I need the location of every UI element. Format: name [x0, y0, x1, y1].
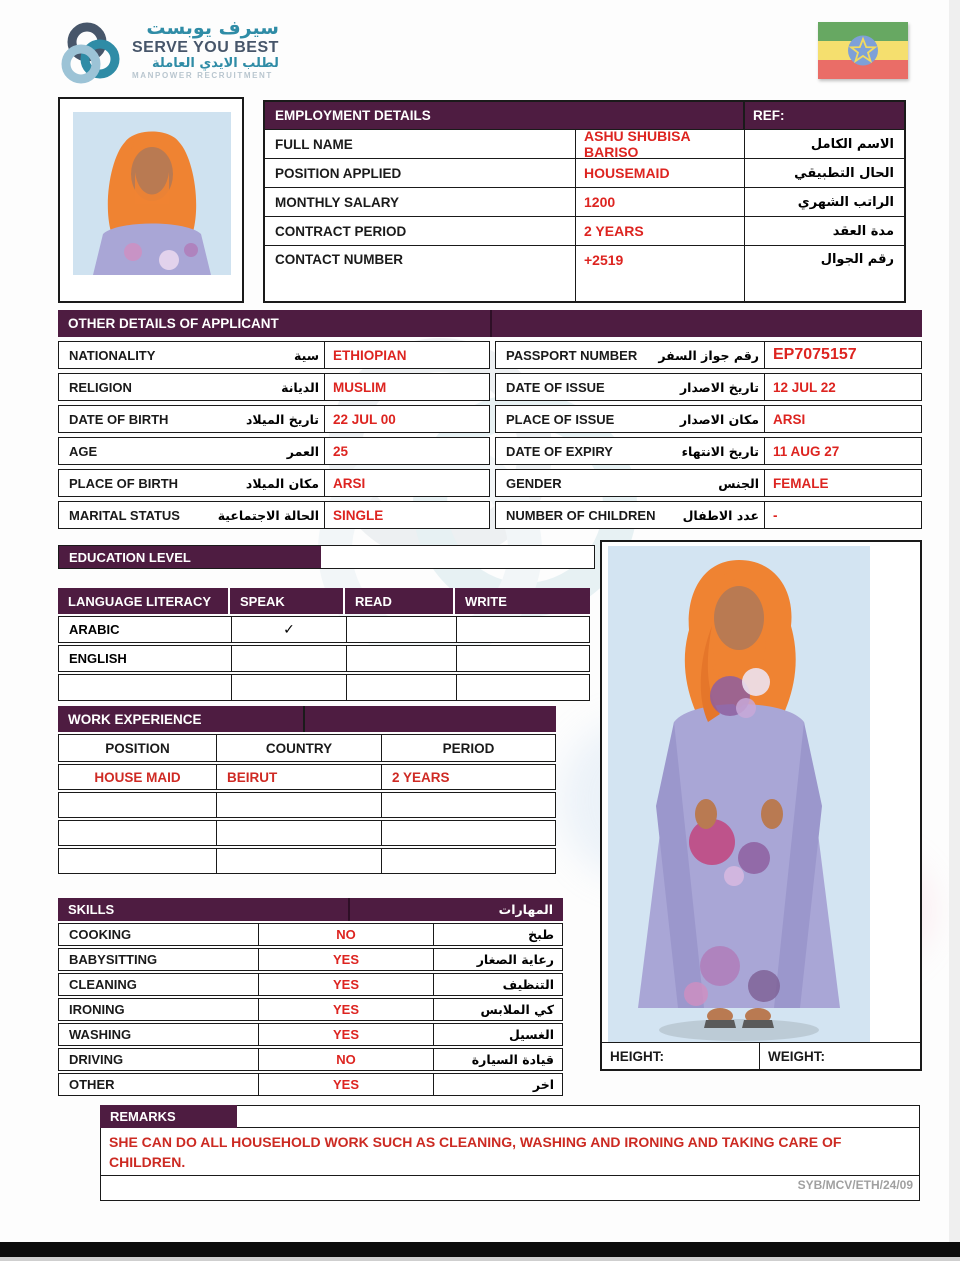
field-label-arabic: مكان الاصدار — [679, 411, 759, 427]
skill-label: COOKING — [69, 927, 132, 942]
field-label-arabic: الجنس — [718, 475, 759, 491]
full-body-photo-frame — [600, 540, 922, 1071]
position-cell: HOUSE MAID — [94, 769, 181, 785]
field-value: 22 JUL 00 — [324, 406, 489, 432]
table-row — [58, 405, 490, 433]
country-cell — [216, 793, 381, 817]
height-weight-row — [602, 1042, 920, 1069]
column-header: COUNTRY — [216, 735, 381, 761]
skill-label: BABYSITTING — [69, 952, 158, 967]
other-details-left-column — [58, 341, 490, 533]
write-cell — [456, 617, 589, 642]
field-value: ASHU SHUBISA BARISO — [575, 130, 745, 158]
field-label: RELIGION — [69, 379, 132, 395]
field-label-arabic: العمر — [286, 443, 319, 459]
table-row — [58, 645, 590, 672]
field-label-arabic: سية — [294, 347, 319, 363]
remarks-text-cell — [100, 1128, 920, 1193]
table-row — [265, 158, 904, 187]
table-row — [495, 405, 922, 433]
table-row — [495, 469, 922, 497]
field-label-arabic: الحالة الاجتماعية — [217, 507, 319, 523]
bottom-black-bar — [0, 1242, 960, 1257]
field-value: ETHIOPIAN — [324, 342, 489, 368]
skill-label-arabic: الغسيل — [508, 1027, 554, 1042]
table-row — [58, 1023, 563, 1046]
skill-label-arabic: التنظيف — [502, 977, 554, 992]
field-label-arabic: الحال التطبيقي — [794, 165, 894, 181]
field-value: 2 YEARS — [575, 217, 745, 245]
field-value: ARSI — [764, 406, 921, 432]
field-label-arabic: تاريخ الاصدار — [679, 379, 759, 395]
language-name — [59, 675, 231, 700]
table-row — [58, 948, 563, 971]
position-cell — [59, 821, 216, 845]
skill-label-arabic: قيادة السيارة — [471, 1052, 554, 1067]
table-row — [58, 998, 563, 1021]
table-row — [58, 437, 490, 465]
period-cell: 2 YEARS — [381, 765, 555, 789]
field-value: 25 — [324, 438, 489, 464]
remarks-section — [100, 1105, 920, 1201]
checkmark-icon: ✓ — [231, 617, 346, 642]
table-row — [58, 674, 590, 701]
table-row — [58, 764, 556, 790]
remarks-text: SHE CAN DO ALL HOUSEHOLD WORK SUCH AS CLEANING, WASHING AND IRONING AND TAKING CARE OF CHILDREN. — [109, 1134, 842, 1171]
field-label-arabic: الاسم الكامل — [810, 136, 894, 152]
field-value: ARSI — [324, 470, 489, 496]
field-label: PASSPORT NUMBER — [506, 347, 638, 363]
brand-name-arabic: سيرف يوبست — [146, 17, 279, 39]
remarks-title: REMARKS — [100, 1105, 237, 1128]
applicant-photo — [73, 112, 231, 275]
table-row — [265, 245, 904, 301]
table-row — [58, 923, 563, 946]
skill-label: OTHER — [69, 1077, 115, 1092]
table-row — [265, 187, 904, 216]
table-row — [58, 1048, 563, 1071]
field-label: POSITION APPLIED — [275, 165, 402, 181]
skill-value: YES — [258, 974, 434, 995]
employment-title: EMPLOYMENT DETAILS — [265, 102, 745, 129]
skill-value: YES — [258, 949, 434, 970]
field-label-arabic: الراتب الشهري — [797, 194, 894, 210]
field-value: 1200 — [575, 188, 745, 216]
table-row — [58, 341, 490, 369]
field-label: FULL NAME — [275, 136, 353, 152]
language-header-row — [58, 588, 590, 614]
logo-knot-icon — [60, 18, 122, 90]
column-header: READ — [345, 588, 455, 614]
field-label-arabic: الديانة — [281, 379, 319, 395]
employment-details-table — [263, 100, 906, 303]
field-label: PLACE OF BIRTH — [69, 475, 179, 491]
position-cell — [59, 849, 216, 873]
scan-edge — [949, 0, 960, 1242]
work-experience-table — [58, 706, 556, 874]
header-divider — [303, 706, 305, 732]
field-label-arabic: عدد الاطفال — [682, 507, 759, 523]
field-value: HOUSEMAID — [575, 159, 745, 187]
skills-title: SKILLS — [68, 902, 115, 917]
country-cell — [216, 849, 381, 873]
field-value: - — [764, 502, 921, 528]
country-cell — [216, 821, 381, 845]
skill-label-arabic: طبخ — [528, 927, 554, 942]
speak-cell — [231, 675, 346, 700]
read-cell — [346, 675, 456, 700]
brand-tagline: MANPOWER RECRUITMENT — [132, 70, 273, 80]
field-value: EP7075157 — [764, 342, 921, 368]
table-row — [58, 373, 490, 401]
ref-label: REF: — [753, 108, 785, 123]
skill-label-arabic: اخر — [532, 1077, 554, 1092]
employment-header — [265, 102, 904, 129]
column-header: PERIOD — [381, 735, 555, 761]
skills-table — [58, 898, 563, 1096]
field-label-arabic: رقم الجوال — [820, 252, 894, 267]
column-header: LANGUAGE LITERACY — [58, 588, 230, 614]
height-label: HEIGHT: — [602, 1043, 760, 1069]
skills-title-bar — [58, 898, 563, 921]
skill-value: YES — [258, 999, 434, 1020]
period-cell — [381, 849, 555, 873]
period-cell — [381, 793, 555, 817]
language-literacy-table — [58, 588, 590, 701]
field-label: PLACE OF ISSUE — [506, 411, 615, 427]
table-row — [495, 437, 922, 465]
field-value: +2519 — [575, 246, 745, 301]
skills-title-arabic: المهارات — [498, 902, 553, 917]
field-label: NATIONALITY — [69, 347, 156, 363]
skill-value: YES — [258, 1074, 434, 1095]
column-header: WRITE — [465, 593, 507, 609]
bottom-gray-strip — [0, 1257, 960, 1261]
field-label: GENDER — [506, 475, 562, 491]
section-title: WORK EXPERIENCE — [68, 711, 202, 727]
field-label: NUMBER OF CHILDREN — [506, 507, 656, 523]
education-title: EDUCATION LEVEL — [59, 546, 321, 568]
field-label: AGE — [69, 443, 98, 459]
write-cell — [456, 646, 589, 671]
skill-value: NO — [258, 924, 434, 945]
position-cell — [59, 793, 216, 817]
table-row — [495, 341, 922, 369]
brand-tagline-arabic: لطلب الايدي العاملة — [152, 56, 279, 72]
education-value — [321, 546, 594, 568]
field-label-arabic: تاريخ الانتهاء — [681, 443, 759, 459]
column-header: SPEAK — [230, 588, 345, 614]
table-row — [58, 820, 556, 846]
write-cell — [456, 675, 589, 700]
remarks-header-cell — [237, 1105, 920, 1128]
document-code: SYB/MCV/ETH/24/09 — [797, 1178, 913, 1193]
skill-label-arabic: كي الملابس — [480, 1002, 554, 1017]
language-name: ENGLISH — [69, 651, 127, 666]
skill-label-arabic: رعاية الصغار — [476, 952, 554, 967]
skill-label: WASHING — [69, 1027, 132, 1042]
country-cell: BEIRUT — [216, 765, 381, 789]
field-value: 12 JUL 22 — [764, 374, 921, 400]
field-value: 11 AUG 27 — [764, 438, 921, 464]
field-label: DATE OF BIRTH — [69, 411, 169, 427]
table-row — [265, 129, 904, 158]
field-label-arabic: تاريخ الميلاد — [245, 411, 319, 427]
other-details-title: OTHER DETAILS OF APPLICANT — [68, 316, 279, 331]
period-cell — [381, 821, 555, 845]
table-row — [495, 373, 922, 401]
skill-label: IRONING — [69, 1002, 125, 1017]
skill-label: DRIVING — [69, 1052, 124, 1067]
ethiopia-flag-icon — [818, 22, 908, 79]
column-header: POSITION — [105, 740, 170, 756]
table-row — [58, 501, 490, 529]
work-experience-header-row — [58, 734, 556, 762]
field-value: FEMALE — [764, 470, 921, 496]
table-row — [58, 848, 556, 874]
other-details-header — [58, 310, 922, 337]
education-level-section — [58, 545, 595, 569]
field-label: MONTHLY SALARY — [275, 194, 400, 210]
table-row — [495, 501, 922, 529]
other-details-right-column — [495, 341, 922, 533]
skill-value: YES — [258, 1024, 434, 1045]
read-cell — [346, 646, 456, 671]
table-row — [265, 216, 904, 245]
table-row — [58, 469, 490, 497]
language-name: ARABIC — [69, 622, 120, 637]
agency-logo — [60, 18, 320, 98]
field-value: SINGLE — [324, 502, 489, 528]
speak-cell — [231, 646, 346, 671]
skill-label: CLEANING — [69, 977, 137, 992]
header-divider — [490, 310, 492, 337]
field-value: MUSLIM — [324, 374, 489, 400]
brand-name: SERVE YOU BEST — [132, 39, 279, 57]
field-label: DATE OF ISSUE — [506, 379, 605, 395]
applicant-photo-frame — [58, 97, 244, 303]
field-label: MARITAL STATUS — [69, 507, 180, 523]
work-experience-title — [58, 706, 556, 732]
skill-value: NO — [258, 1049, 434, 1070]
field-label-arabic: رقم جواز السفر — [658, 347, 759, 363]
read-cell — [346, 617, 456, 642]
field-label: CONTRACT PERIOD — [275, 223, 407, 239]
weight-label: WEIGHT: — [768, 1048, 825, 1064]
table-row — [58, 616, 590, 643]
field-label: DATE OF EXPIRY — [506, 443, 613, 459]
full-body-photo — [608, 546, 870, 1046]
table-row — [58, 973, 563, 996]
table-row — [58, 792, 556, 818]
header-divider — [348, 898, 350, 921]
table-row — [58, 1073, 563, 1096]
field-label: CONTACT NUMBER — [275, 252, 403, 267]
field-label-arabic: مدة العقد — [832, 223, 894, 239]
field-label-arabic: مكان الميلاد — [245, 475, 319, 491]
